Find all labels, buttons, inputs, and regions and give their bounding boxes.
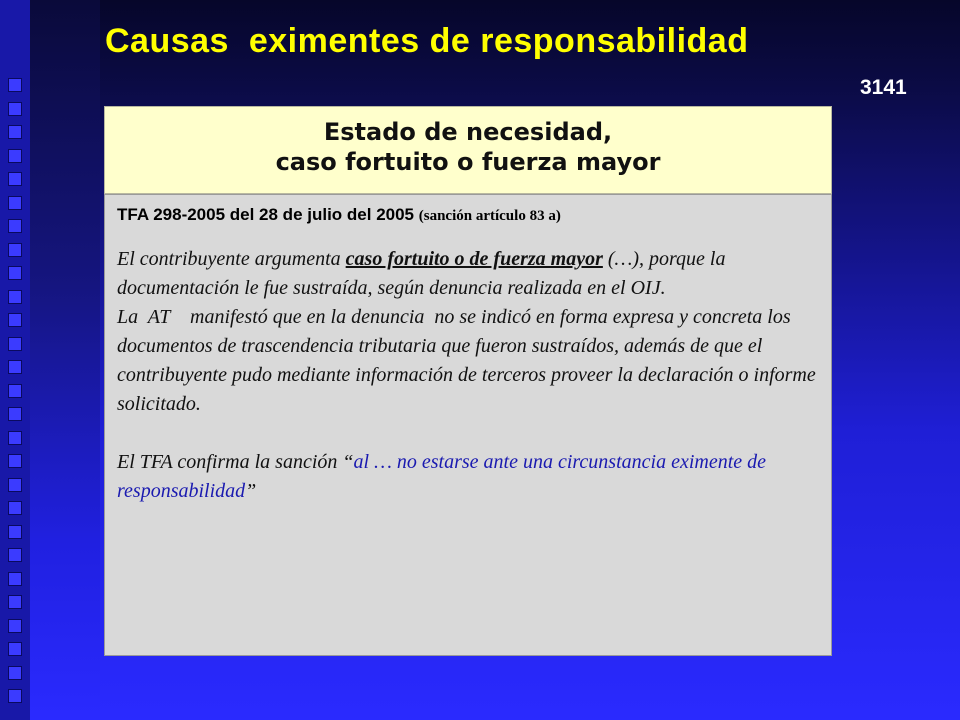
left-strip-square <box>8 572 22 586</box>
left-strip-square <box>8 243 22 257</box>
paragraph-argument-post: (…), porque la documentación le fue sustraída, según denuncia realizada en el OIJ. <box>117 248 726 299</box>
paragraph-argument-emphasis: caso fortuito o de fuerza mayor <box>345 248 603 270</box>
left-strip-square <box>8 478 22 492</box>
paragraph-ruling-post: ” <box>245 480 257 502</box>
case-reference-main: TFA 298-2005 del 28 de julio del 2005 <box>117 205 419 224</box>
left-strip-square <box>8 290 22 304</box>
case-reference-note: (sanción artículo 83 a) <box>418 208 561 224</box>
left-gradient-panel <box>30 0 100 720</box>
left-strip-square <box>8 595 22 609</box>
header-line-2: caso fortuito o fuerza mayor <box>275 148 661 176</box>
left-strip-square <box>8 407 22 421</box>
header-line-1: Estado de necesidad, <box>323 118 613 146</box>
left-strip-square <box>8 125 22 139</box>
left-strip-square <box>8 78 22 92</box>
left-strip-square <box>8 548 22 562</box>
paragraph-ruling <box>117 448 817 506</box>
left-strip-square <box>8 666 22 680</box>
slide-title: Causas eximentes de responsabilidad <box>105 22 749 60</box>
left-strip-square <box>8 102 22 116</box>
case-reference <box>117 205 817 225</box>
left-strip-square <box>8 219 22 233</box>
left-strip-square <box>8 689 22 703</box>
left-strip-square <box>8 642 22 656</box>
paragraph-administration: La AT manifestó que en la denuncia no se indicó en forma expresa y concreta los documentos de trascendencia tributaria que fueron sustraídos, además de que el contribuyente pudo mediante información de terceros proveer la declaración o informe solicitado. <box>117 306 821 415</box>
left-strip-square <box>8 501 22 515</box>
left-strip-square <box>8 149 22 163</box>
left-strip-square <box>8 196 22 210</box>
left-strip-square <box>8 431 22 445</box>
left-strip-square <box>8 313 22 327</box>
content-box-header <box>104 106 832 194</box>
left-strip-square <box>8 266 22 280</box>
content-box-body <box>104 194 832 656</box>
paragraph-ruling-quote: al … no estarse ante una circunstancia eximente de responsabilidad <box>117 451 767 502</box>
left-strip-square <box>8 525 22 539</box>
left-strip-square <box>8 360 22 374</box>
paragraph-ruling-pre: El TFA confirma la sanción “ <box>117 451 354 473</box>
left-strip-square <box>8 172 22 186</box>
left-strip-square <box>8 454 22 468</box>
left-strip-square <box>8 384 22 398</box>
left-decorative-strip <box>0 0 30 720</box>
paragraph-argument <box>117 245 817 303</box>
paragraph-argument-pre: El contribuyente argumenta <box>117 248 346 270</box>
slide-number: 3141 <box>860 76 907 99</box>
left-strip-square <box>8 619 22 633</box>
left-strip-square <box>8 337 22 351</box>
